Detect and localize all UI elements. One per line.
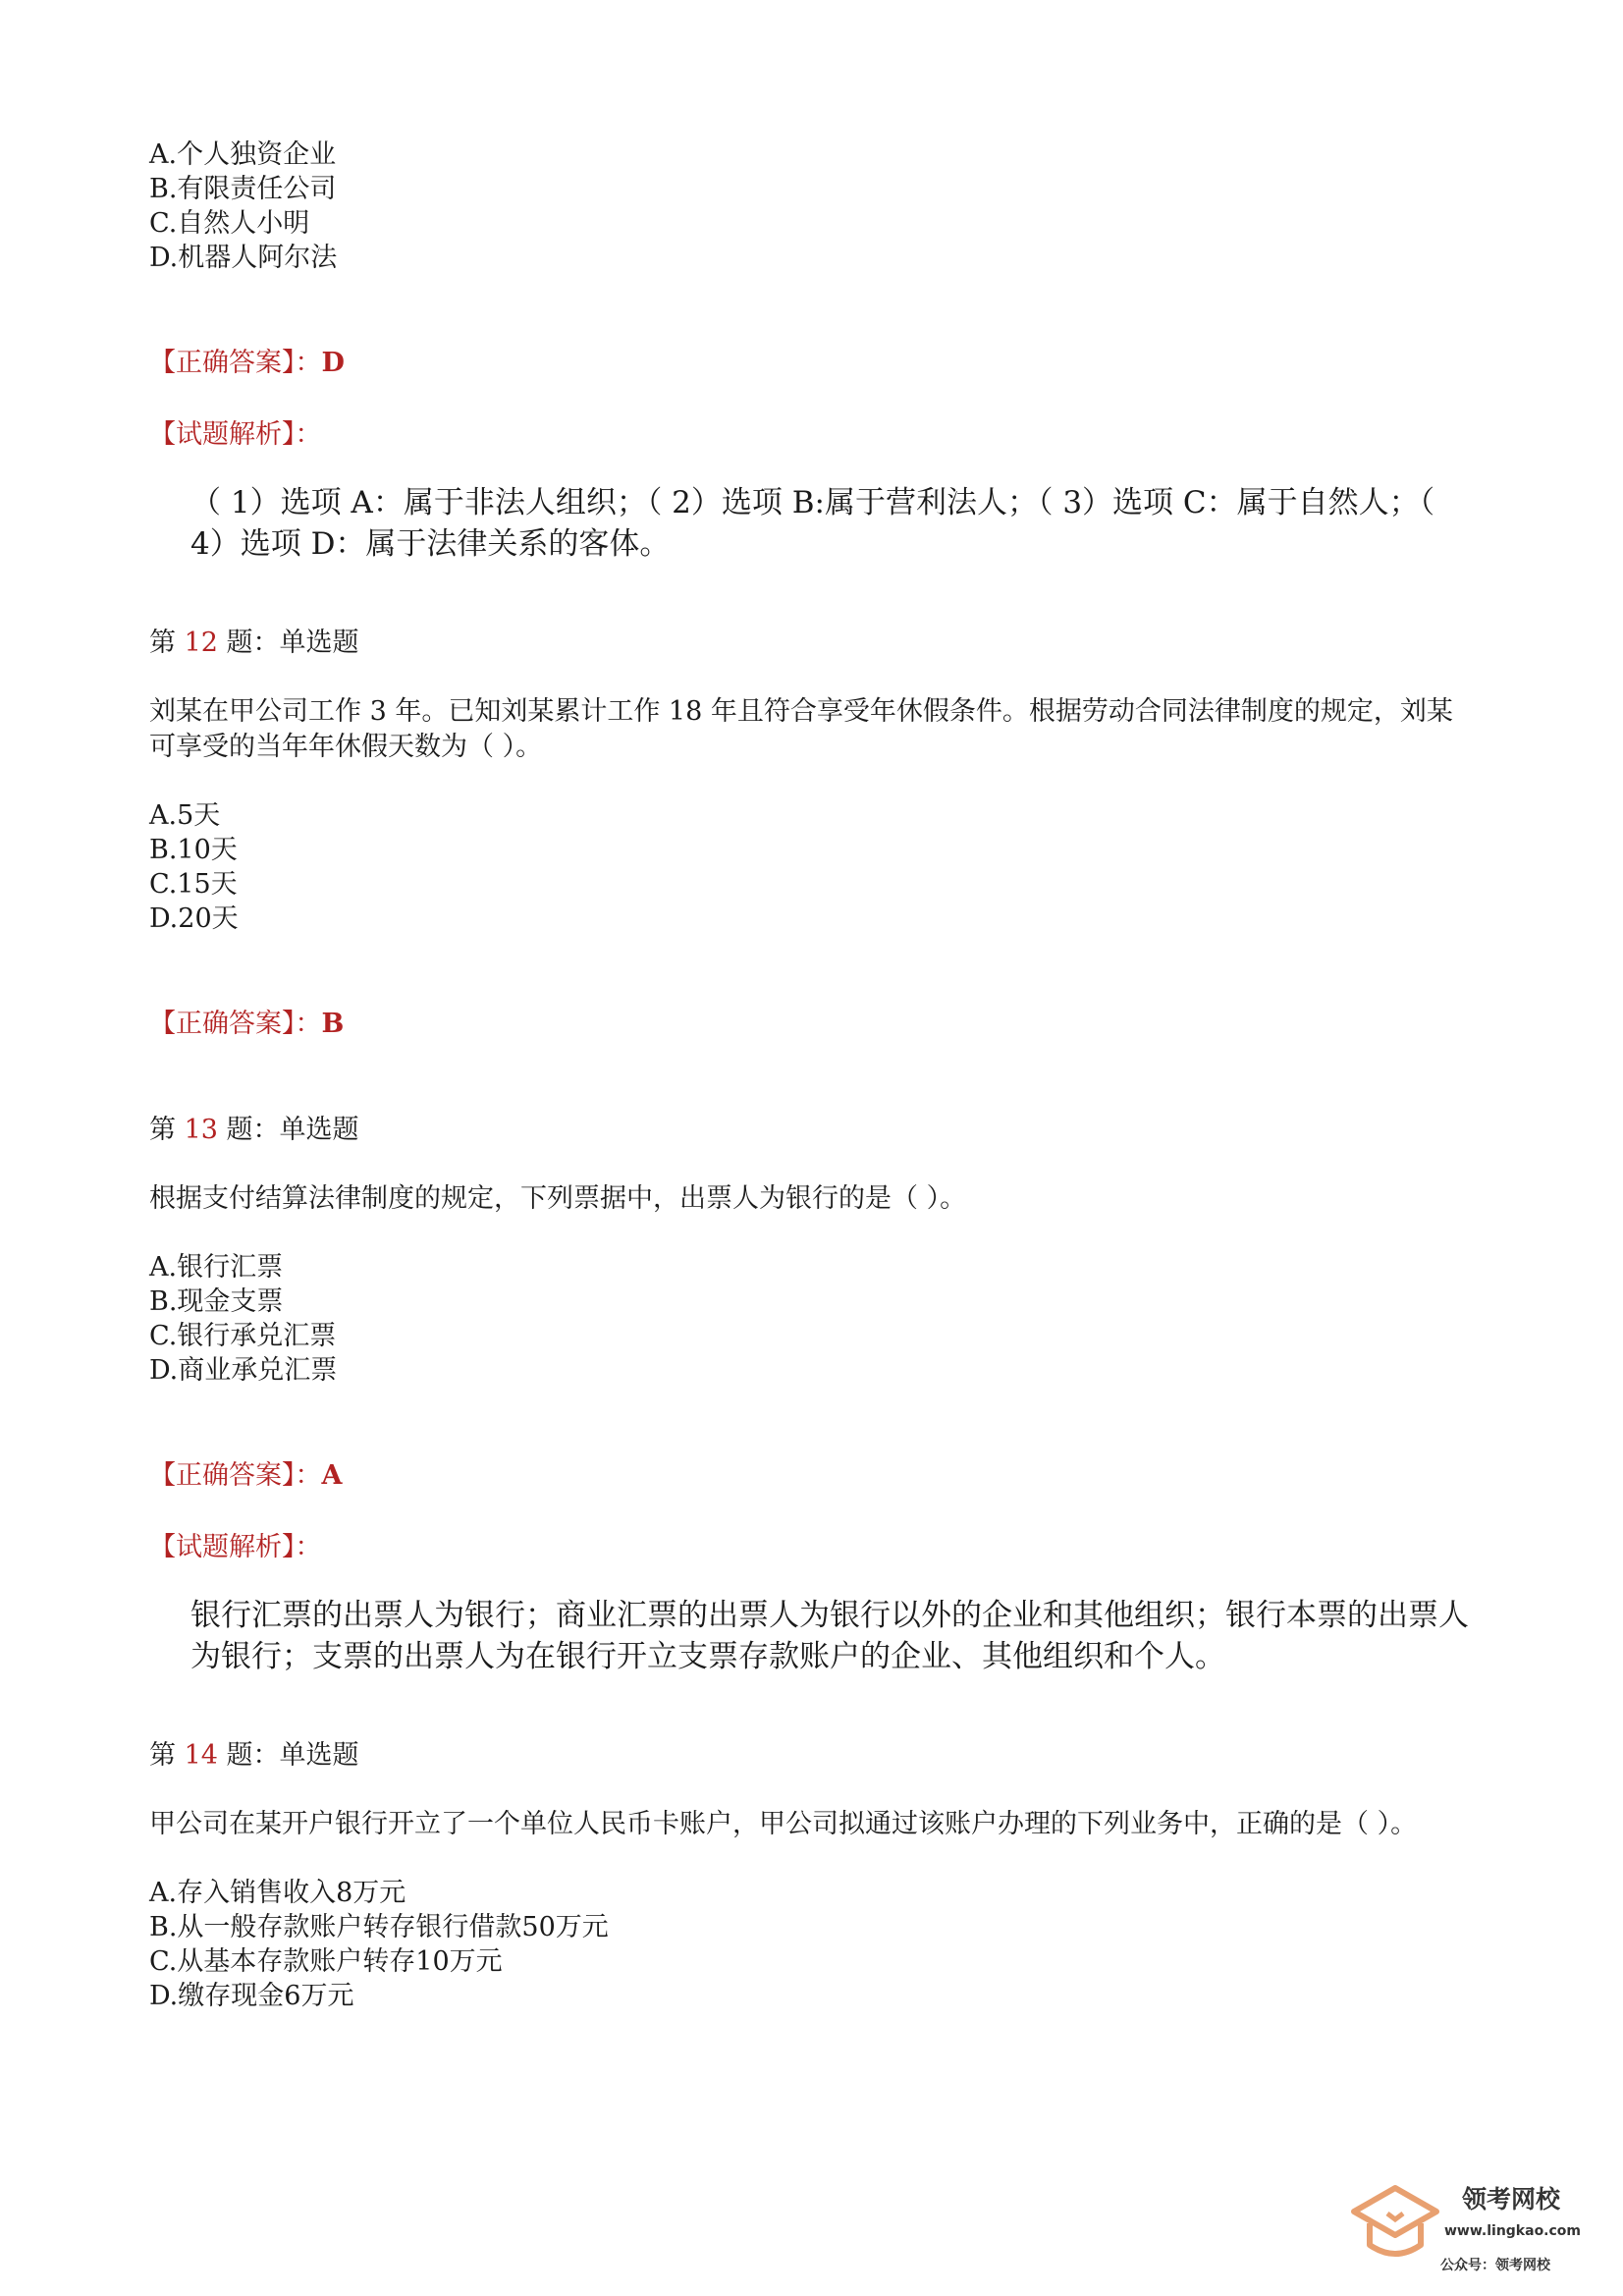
q11-option-d: D.机器人阿尔法 — [149, 243, 338, 273]
q13-question: 根据支付结算法律制度的规定，下列票据中，出票人为银行的是（ ）。 — [149, 1183, 967, 1214]
q11-answer — [149, 344, 1485, 383]
q12-option-d: D.20天 — [149, 903, 239, 934]
document-page — [149, 137, 1485, 2013]
watermark — [1346, 2174, 1592, 2282]
graduation-cap-icon — [1346, 2174, 1444, 2272]
q13-options — [149, 1250, 1485, 1388]
q12-options — [149, 798, 1485, 936]
q12-heading — [149, 626, 1485, 661]
q12-answer-label: 【正确答案】： — [149, 1009, 322, 1039]
q14-option-a: A.存入销售收入8万元 — [149, 1878, 406, 1908]
q12-option-a: A.5天 — [149, 800, 221, 831]
q11-option-a: A.个人独资企业 — [149, 139, 337, 170]
q12-head-suffix: 题：单选题 — [226, 628, 359, 658]
q12-answer-value: B — [321, 1009, 345, 1039]
q13-answer-label: 【正确答案】： — [149, 1460, 322, 1491]
q13-head-suffix: 题：单选题 — [226, 1115, 359, 1145]
watermark-gzh: 公众号：领考网校 — [1440, 2258, 1550, 2273]
q11-answer-value: D — [321, 348, 345, 378]
q12-option-b: B.10天 — [149, 835, 238, 865]
q11-options — [149, 137, 1485, 275]
q11-analysis-label: 【试题解析】： — [149, 419, 322, 450]
q14-option-d: D.缴存现金6万元 — [149, 1981, 354, 2011]
q13-analysis-label: 【试题解析】： — [149, 1532, 322, 1562]
q12-option-c: C.15天 — [149, 869, 238, 900]
q14-number: 14 — [184, 1740, 218, 1771]
q12-question: 刘某在甲公司工作 3 年。已知刘某累计工作 18 年且符合享受年休假条件。根据劳动合同法律制度的规定，刘某可享受的当年年休假天数为（ ）。 — [149, 696, 1453, 762]
q12-head-prefix: 第 — [149, 628, 176, 658]
q11-option-c: C.自然人小明 — [149, 208, 310, 239]
q14-options — [149, 1876, 1485, 2013]
watermark-title: 领考网校 — [1462, 2185, 1561, 2214]
q14-head-suffix: 题：单选题 — [226, 1740, 359, 1771]
q13-heading — [149, 1113, 1485, 1148]
q13-number: 13 — [184, 1115, 218, 1145]
q13-head-prefix: 第 — [149, 1115, 176, 1145]
q11-answer-label: 【正确答案】： — [149, 348, 322, 378]
q14-question: 甲公司在某开户银行开立了一个单位人民币卡账户，甲公司拟通过该账户办理的下列业务中，正确的是（ ）。 — [149, 1809, 1418, 1839]
q12-number: 12 — [184, 628, 218, 658]
q11-analysis-text: （ 1）选项 A：属于非法人组织；（ 2）选项 B:属于营利法人；（ 3）选项 C：属于自然人；（ 4）选项 D：属于法律关系的客体。 — [190, 485, 1435, 562]
q11-option-b: B.有限责任公司 — [149, 174, 337, 204]
q14-option-b: B.从一般存款账户转存银行借款50万元 — [149, 1912, 609, 1942]
q14-heading — [149, 1738, 1485, 1774]
q13-option-b: B.现金支票 — [149, 1286, 284, 1317]
q13-option-c: C.银行承兑汇票 — [149, 1321, 337, 1351]
q14-option-c: C.从基本存款账户转存10万元 — [149, 1946, 503, 1977]
q12-answer — [149, 1005, 1485, 1044]
q13-option-d: D.商业承兑汇票 — [149, 1355, 338, 1386]
q13-answer — [149, 1456, 1485, 1496]
q13-analysis-text: 银行汇票的出票人为银行；商业汇票的出票人为银行以外的企业和其他组织；银行本票的出票人为银行；支票的出票人为在银行开立支票存款账户的企业、其他组织和个人。 — [190, 1598, 1469, 1674]
q13-answer-value: A — [321, 1460, 343, 1491]
watermark-url: www.lingkao.com — [1444, 2223, 1582, 2239]
q14-head-prefix: 第 — [149, 1740, 176, 1771]
q13-option-a: A.银行汇票 — [149, 1252, 284, 1283]
